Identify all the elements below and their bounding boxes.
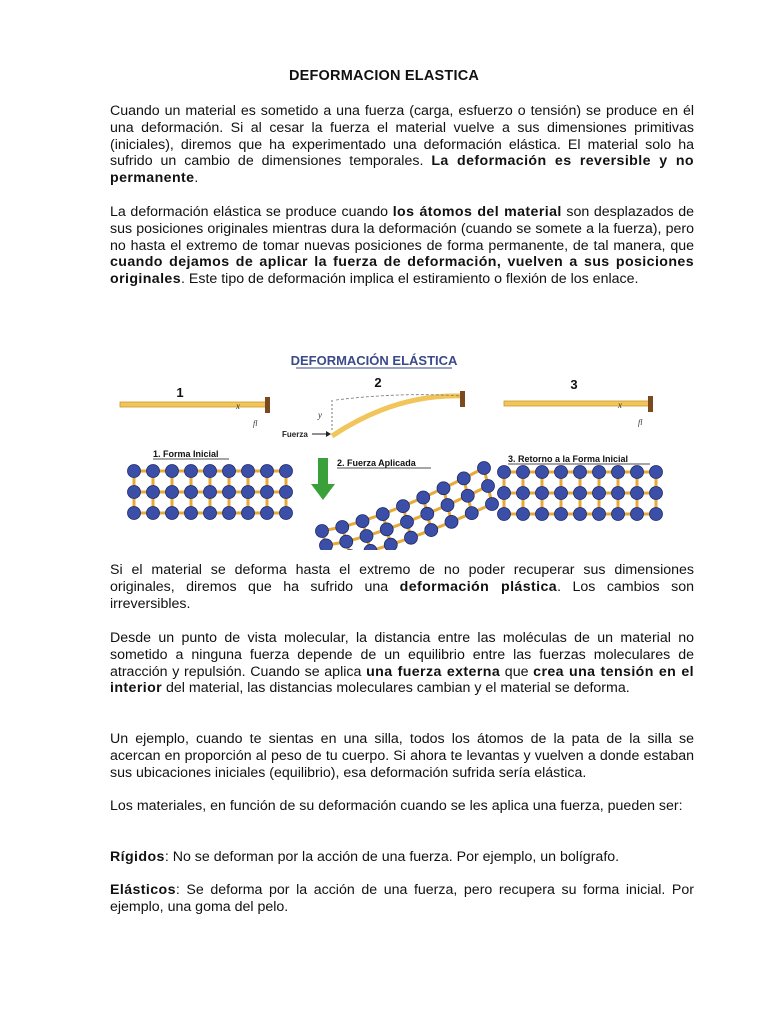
beam-1-wall xyxy=(265,397,270,413)
atom xyxy=(555,487,568,500)
paragraph-plastic xyxy=(110,562,694,612)
document-title: DEFORMACION ELASTICA xyxy=(288,68,480,84)
atom xyxy=(612,487,625,500)
atom xyxy=(593,487,606,500)
atom xyxy=(147,465,160,478)
atom xyxy=(316,525,329,538)
atom xyxy=(498,466,511,479)
text-run: : No se deforman por la acción de una fuerza. Por ejemplo, un bolígrafo. xyxy=(164,849,620,865)
atom xyxy=(536,508,549,521)
atom xyxy=(457,472,470,485)
bold-phrase: Rígidos xyxy=(110,849,165,865)
atom xyxy=(128,465,141,478)
atom xyxy=(536,466,549,479)
bold-phrase: una fuerza externa xyxy=(366,663,501,680)
caption-forma-inicial: 1. Forma Inicial xyxy=(153,449,219,459)
text-run: La deformación elástica se produce cuando xyxy=(110,204,393,220)
atom xyxy=(364,544,377,550)
atom xyxy=(204,486,217,499)
atom xyxy=(574,466,587,479)
beam-1-x-label: x xyxy=(236,401,240,411)
atom xyxy=(336,521,349,534)
atom xyxy=(340,535,353,548)
atom xyxy=(593,508,606,521)
atom xyxy=(147,507,160,520)
text-run: : Se deforma por la acción de una fuerza, pero recupera su forma inicial. Por ejemplo, una goma del pelo. xyxy=(110,882,694,915)
atom xyxy=(593,466,606,479)
atom xyxy=(128,507,141,520)
bold-phrase: cuando dejamos de aplicar la fuerza de deformación, vuelven a sus posiciones originales xyxy=(110,254,694,288)
atom xyxy=(401,515,414,528)
atom xyxy=(441,499,454,512)
atom xyxy=(280,465,293,478)
atom xyxy=(478,462,491,475)
atom xyxy=(631,508,644,521)
beam-3-number: 3 xyxy=(570,377,578,392)
atom xyxy=(437,482,450,495)
atom xyxy=(498,487,511,500)
atom xyxy=(498,508,511,521)
atom xyxy=(223,507,236,520)
atom xyxy=(631,487,644,500)
atom xyxy=(356,515,369,528)
atom xyxy=(223,486,236,499)
beam-2-wall xyxy=(460,391,465,407)
text-run: Los materiales, en función de su deformación cuando se les aplica una fuerza, pueden ser: xyxy=(110,798,683,814)
atom xyxy=(185,507,198,520)
fuerza-label: Fuerza xyxy=(282,430,308,439)
atom xyxy=(147,486,160,499)
force-down-arrow xyxy=(311,458,335,500)
text-run: . xyxy=(194,170,199,187)
atom xyxy=(166,465,179,478)
paragraph-materials-intro xyxy=(110,798,694,815)
atom xyxy=(612,466,625,479)
atom-lattices xyxy=(128,462,663,551)
atom xyxy=(574,508,587,521)
atom xyxy=(360,530,373,543)
atom xyxy=(280,486,293,499)
text-run: Un ejemplo, cuando te sientas en una silla, todos los átomos de la pata de la silla se acercan en proporción al peso de tu cuerpo. Si ahora te levantas y vuelven a donde estaban sus ubicaciones iniciales (equilibrio), esa deformación sufrida sería elástica. xyxy=(110,731,694,781)
atom xyxy=(185,465,198,478)
atom xyxy=(242,486,255,499)
atom xyxy=(376,508,389,521)
atom xyxy=(223,465,236,478)
text-run: Si el material se deforma hasta el extremo de no poder recuperar sus dimensiones originales, diremos que ha sufrido una xyxy=(110,562,694,595)
bold-phrase: deformación plástica xyxy=(399,578,558,595)
atom xyxy=(166,486,179,499)
atom xyxy=(261,465,274,478)
atom xyxy=(242,507,255,520)
atom xyxy=(536,487,549,500)
bold-phrase: La deformación es reversible y no permanente xyxy=(110,153,694,187)
beam-1-number: 1 xyxy=(176,385,184,400)
atom xyxy=(405,531,418,544)
atom xyxy=(384,538,397,550)
atom xyxy=(482,480,495,493)
caption-retorno: 3. Retorno a la Forma Inicial xyxy=(508,454,629,464)
beam-3-wall xyxy=(648,396,653,412)
figure-title: DEFORMACIÓN ELÁSTICA xyxy=(290,353,458,368)
atom xyxy=(425,524,438,537)
atom xyxy=(185,486,198,499)
atom xyxy=(320,539,333,550)
atom xyxy=(417,491,430,504)
beam-1-mark: fl xyxy=(253,419,258,428)
text-run: . Los cambios son irreversibles. xyxy=(110,578,694,612)
bold-phrase: crea una tensión en el interior xyxy=(110,663,694,697)
atom xyxy=(612,508,625,521)
text-run: que xyxy=(500,663,534,680)
bold-phrase: Elásticos xyxy=(110,882,176,898)
atom xyxy=(280,507,293,520)
beam-2-bent-bar xyxy=(332,396,462,436)
paragraph-rigidos xyxy=(110,849,694,866)
paragraph-elastic-definition xyxy=(110,204,694,288)
text-run: . Este tipo de deformación implica el estiramiento o flexión de los enlace. xyxy=(181,271,639,288)
elastic-deformation-figure xyxy=(110,344,694,550)
beam-2-number: 2 xyxy=(374,375,382,390)
atom xyxy=(650,466,663,479)
atom xyxy=(517,466,530,479)
beam-3-bar xyxy=(504,401,650,406)
caption-fuerza-aplicada: 2. Fuerza Aplicada xyxy=(337,458,416,468)
text-run: son desplazados de sus posiciones originales mientras dura la deformación (cuando se somete a la fuerza), pero no hasta el extremo de tomar nuevas posiciones de forma permanente, de tal manera, que xyxy=(110,204,694,254)
atom xyxy=(128,486,141,499)
atom xyxy=(204,507,217,520)
figure-svg xyxy=(110,344,694,550)
beam-2-y-label: y xyxy=(318,410,322,420)
atom xyxy=(445,515,458,528)
atom xyxy=(517,487,530,500)
atom xyxy=(555,466,568,479)
atom xyxy=(574,487,587,500)
beam-3-mark: fl xyxy=(638,418,643,427)
paragraph-elasticos xyxy=(110,882,694,916)
beam-1-bar xyxy=(120,402,268,407)
atom xyxy=(465,507,478,520)
paragraph-intro xyxy=(110,103,694,187)
paragraph-molecular xyxy=(110,630,694,697)
atom xyxy=(397,500,410,513)
atom xyxy=(555,508,568,521)
atom xyxy=(517,508,530,521)
atom xyxy=(242,465,255,478)
atom xyxy=(380,523,393,536)
text-run: del material, las distancias moleculares cambian y el material se deforma. xyxy=(162,680,630,697)
atom xyxy=(261,507,274,520)
text-run: Desde un punto de vista molecular, la distancia entre las moléculas de un material no sometido a ninguna fuerza depende de un equilibrio entre las fuerzas moleculares de atracción y repulsión. Cuando se aplica xyxy=(110,630,694,680)
atom xyxy=(650,508,663,521)
atom xyxy=(650,487,663,500)
atom xyxy=(461,489,474,502)
atom xyxy=(421,507,434,520)
atom xyxy=(631,466,644,479)
paragraph-example-chair xyxy=(110,731,694,781)
fuerza-arrow-head xyxy=(326,431,331,437)
atom xyxy=(166,507,179,520)
bold-phrase: los átomos del material xyxy=(392,204,562,220)
atom xyxy=(261,486,274,499)
atom xyxy=(204,465,217,478)
beam-3-x-label: x xyxy=(618,400,622,410)
text-run: Cuando un material es sometido a una fuerza (carga, esfuerzo o tensión) se produce en él una deformación. Si al cesar la fuerza el material vuelve a sus dimensiones primitivas (iniciales), diremos que ha experimentado una deformación elástica. El material solo ha sufrido un cambio de dimensiones temporales. xyxy=(110,103,694,170)
atom xyxy=(486,498,499,511)
